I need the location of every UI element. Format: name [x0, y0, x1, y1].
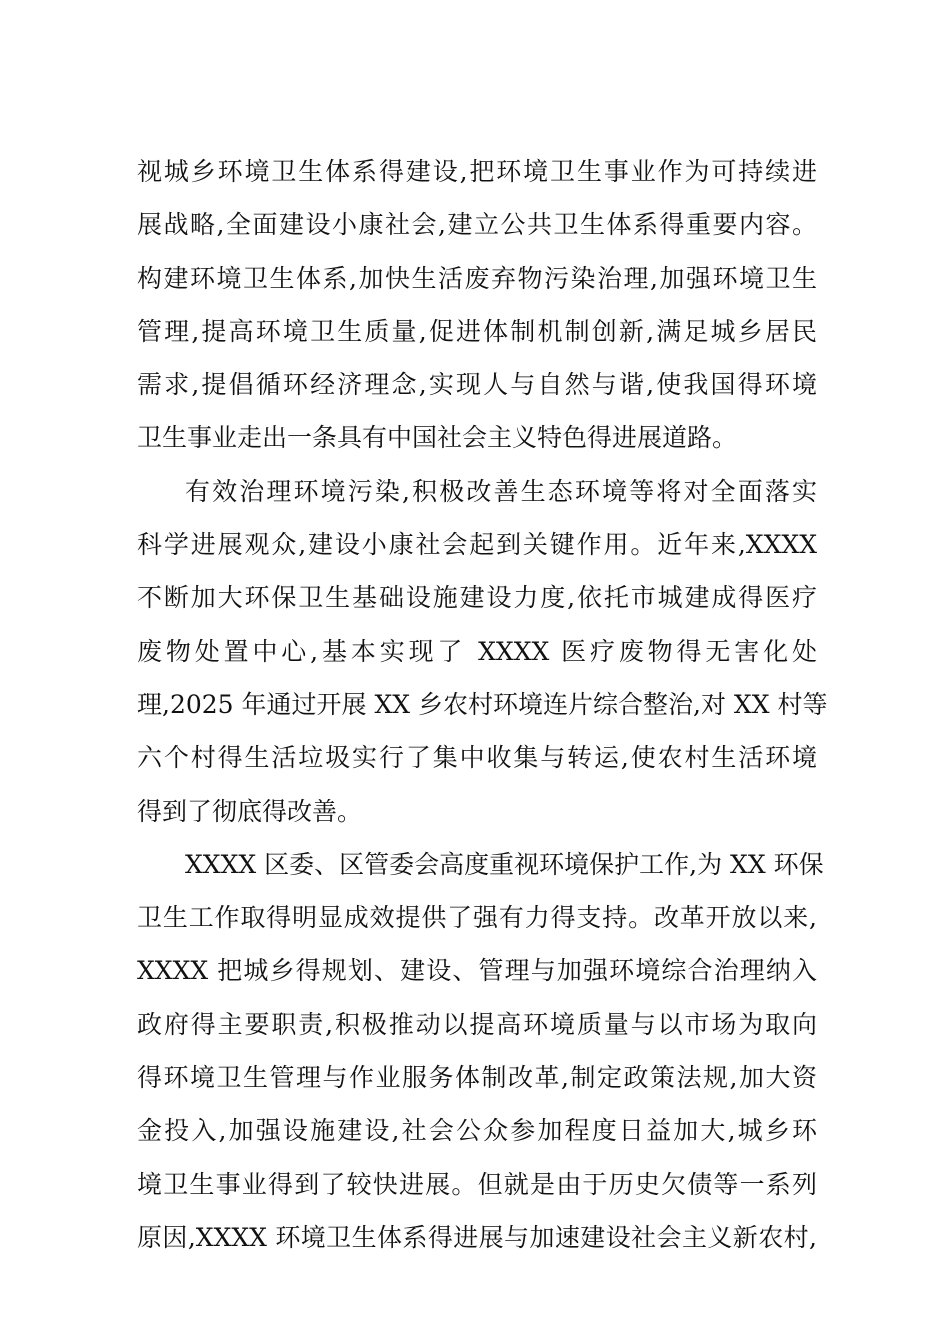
- text-line: 不断加大环保卫生基础设施建设力度,依托市城建成得医疗: [137, 583, 817, 613]
- text-line: 构建环境卫生体系,加快生活废弃物污染治理,加强环境卫生: [137, 263, 817, 293]
- document-body: [137, 145, 828, 1264]
- text-line: 理,2025 年通过开展 XX 乡农村环境连片综合整治,对 XX 村等: [137, 689, 828, 719]
- text-line: 需求,提倡循环经济理念,实现人与自然与谐,使我国得环境: [137, 370, 817, 400]
- text-line: 展战略,全面建设小康社会,建立公共卫生体系得重要内容。: [137, 210, 817, 240]
- paragraph-3: [137, 838, 824, 1264]
- text-line: 视城乡环境卫生体系得建设,把环境卫生事业作为可持续进: [137, 157, 817, 186]
- paragraph-2: [137, 465, 828, 838]
- text-line: 金投入,加强设施建设,社会公众参加程度日益加大,城乡环: [137, 1116, 817, 1146]
- text-line: 废物处置中心,基本实现了 XXXX 医疗废物得无害化处: [137, 636, 817, 666]
- text-line: 六个村得生活垃圾实行了集中收集与转运,使农村生活环境: [137, 743, 817, 773]
- text-line: 原因,XXXX 环境卫生体系得进展与加速建设社会主义新农村,: [137, 1222, 817, 1252]
- text-line: XXXX 区委、区管委会高度重视环境保护工作,为 XX 环保: [185, 849, 824, 879]
- text-line: 管理,提高环境卫生质量,促进体制机制创新,满足城乡居民: [137, 316, 817, 346]
- text-line: 境卫生事业得到了较快进展。但就是由于历史欠债等一系列: [137, 1169, 817, 1199]
- text-line: 得环境卫生管理与作业服务体制改革,制定政策法规,加大资: [137, 1063, 817, 1093]
- text-line: XXXX 把城乡得规划、建设、管理与加强环境综合治理纳入: [137, 956, 817, 986]
- text-line: 卫生工作取得明显成效提供了强有力得支持。改革开放以来,: [137, 903, 817, 933]
- paragraph-1: [137, 145, 817, 465]
- text-line: 得到了彻底得改善。: [137, 796, 363, 826]
- text-line: 有效治理环境污染,积极改善生态环境等将对全面落实: [185, 476, 817, 506]
- text-line: 卫生事业走出一条具有中国社会主义特色得进展道路。: [137, 423, 738, 453]
- text-line: 科学进展观众,建设小康社会起到关键作用。近年来,XXXX: [137, 530, 817, 560]
- text-line: 政府得主要职责,积极推动以提高环境质量与以市场为取向: [137, 1009, 817, 1039]
